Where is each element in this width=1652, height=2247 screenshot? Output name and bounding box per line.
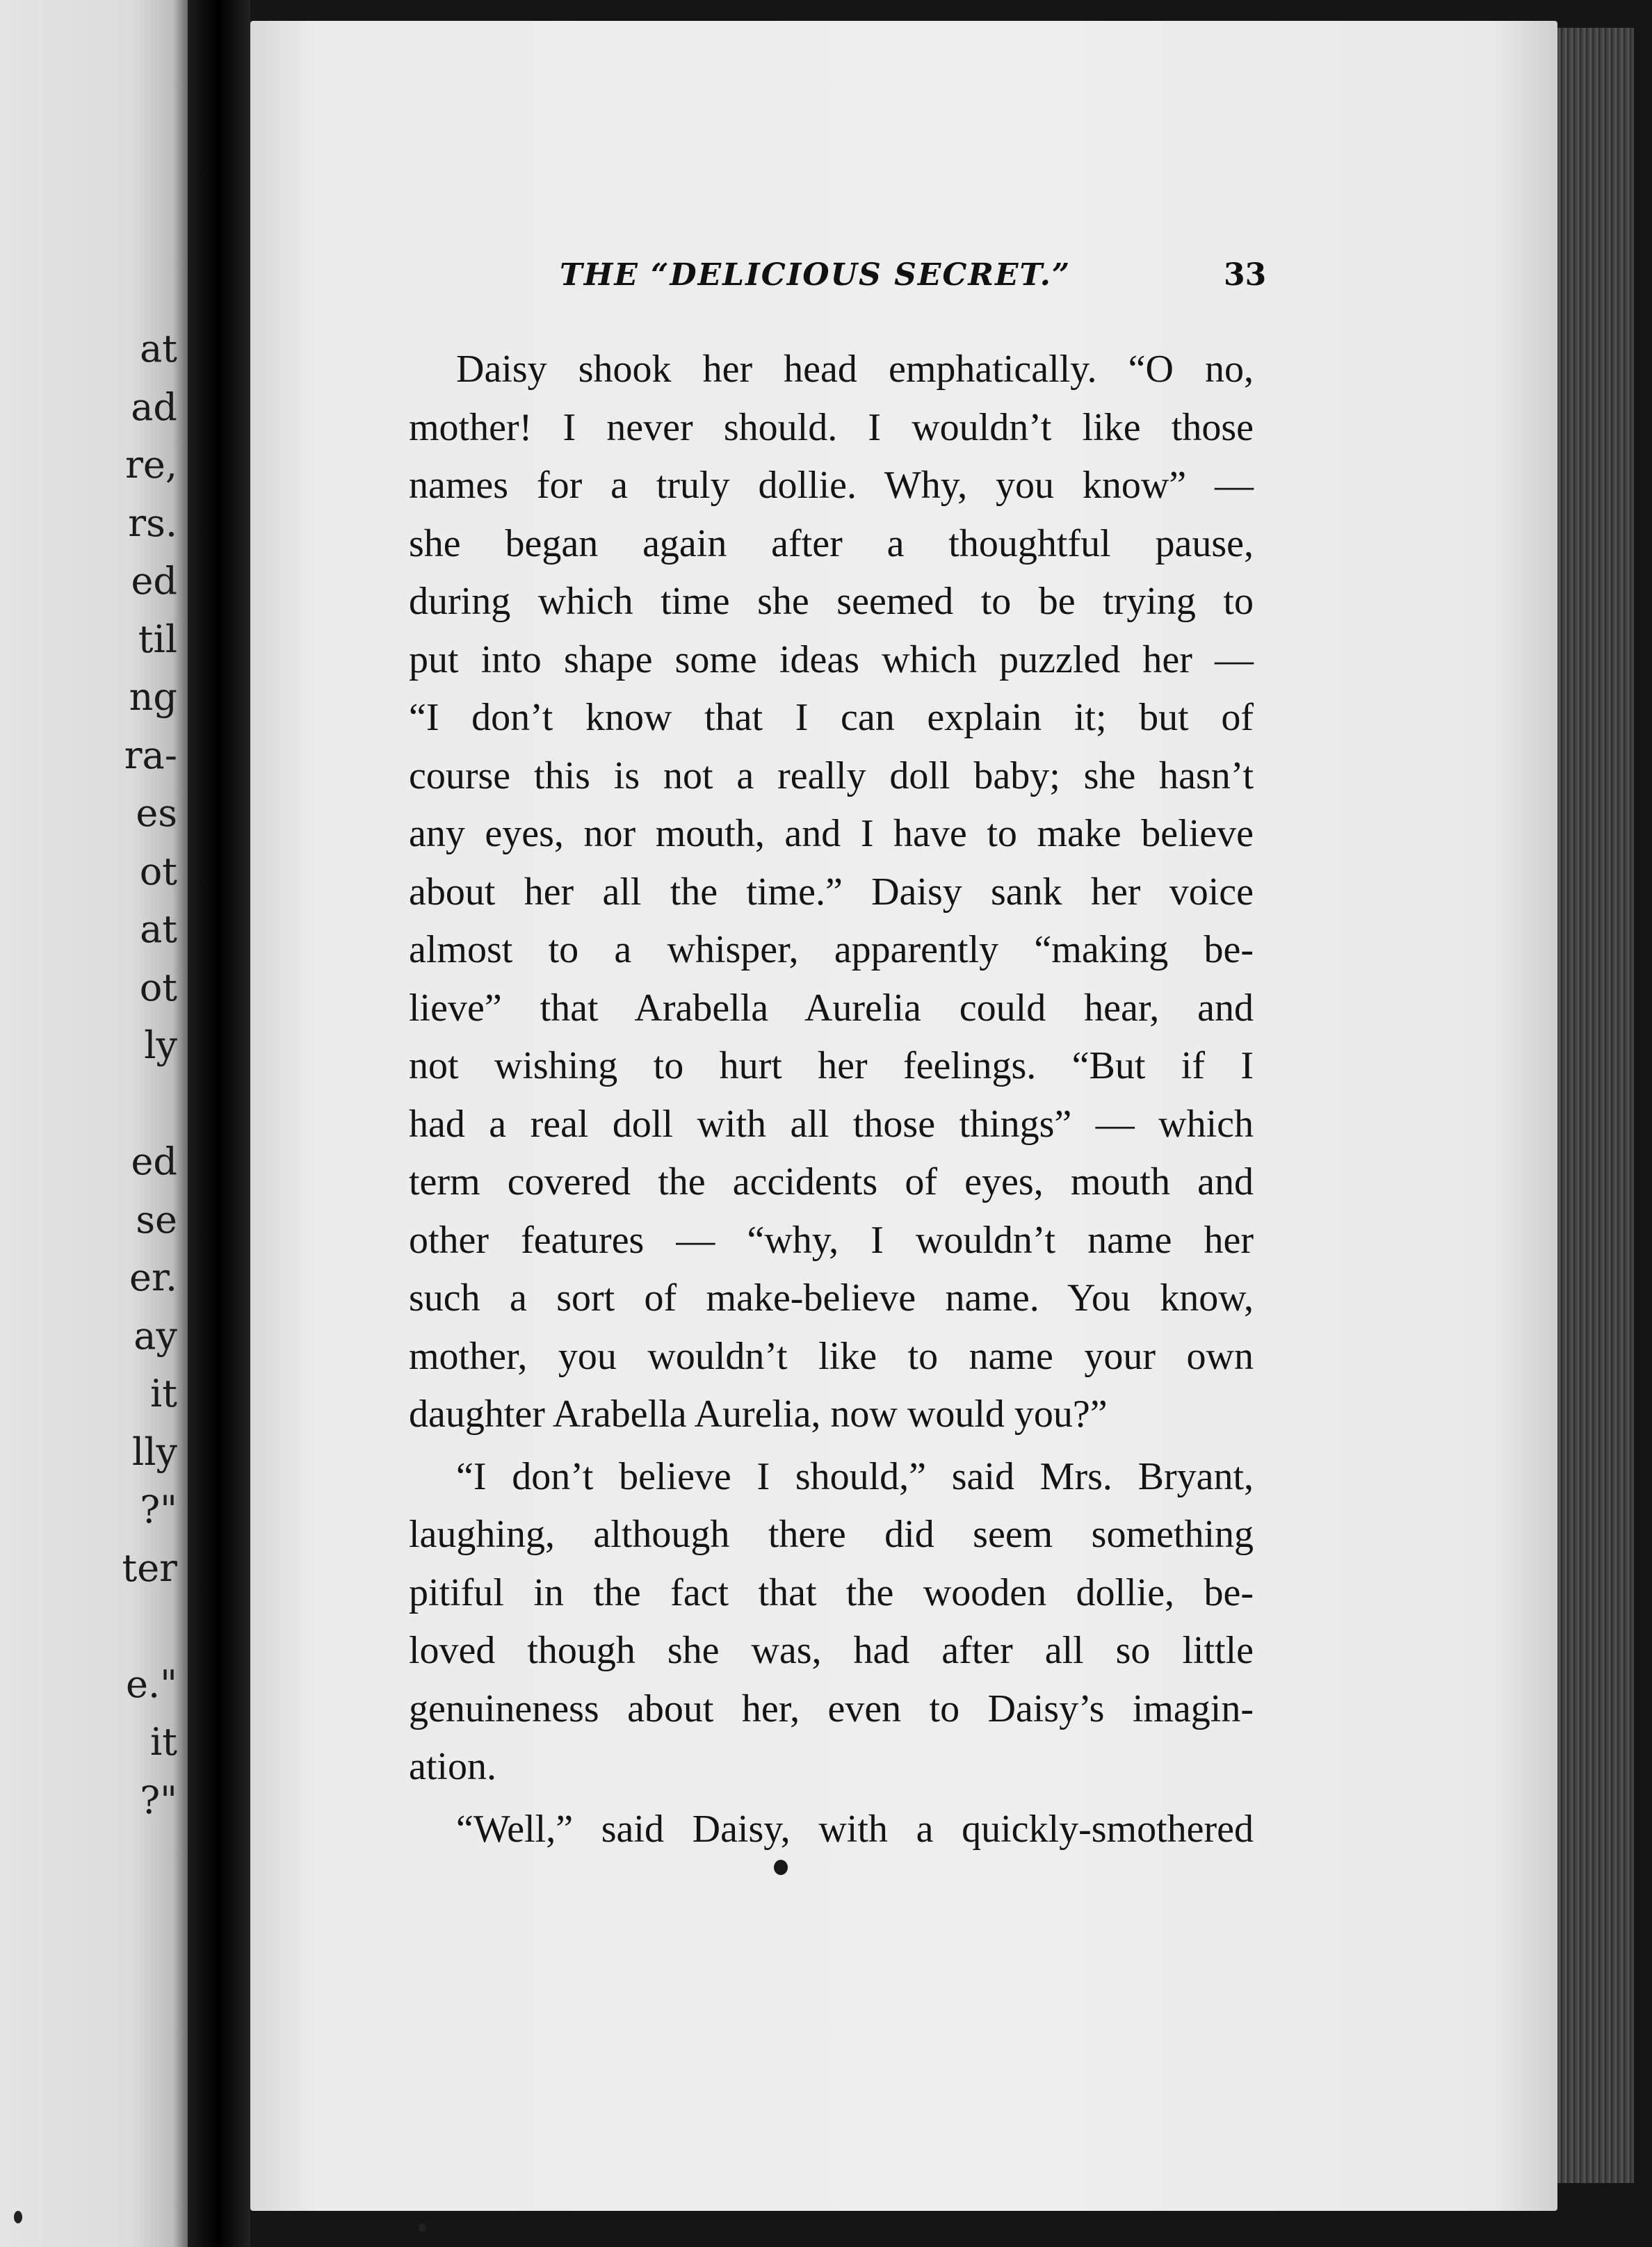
text-line: she began again after a thoughtful pause, [409,521,1254,565]
text-line: pitiful in the fact that the wooden dollie, be- [409,1571,1254,1614]
left-page-fragment: ot [139,849,177,893]
left-page-fragment: at [140,907,177,951]
left-page-fragment: it [150,1372,177,1415]
left-page-fragment: re, [125,443,177,487]
text-line: course this is not a really doll baby; she hasn’t [409,754,1254,797]
left-page-fragment: ?" [140,1488,177,1532]
paragraph [409,341,1254,1444]
text-line: during which time she seemed to be trying to [409,580,1254,623]
left-page-fragment: at [140,327,177,371]
left-page-fragment: ng [129,675,177,719]
text-line: about her all the time.” Daisy sank her voice [409,870,1254,914]
left-page-fragment: ed [131,559,177,603]
text-line: mother, you wouldn’t like to name your own [409,1334,1254,1378]
text-line: Daisy shook her head emphatically. “O no, [456,348,1254,391]
left-page [0,0,188,2247]
text-line: mother! I never should. I wouldn’t like those [409,405,1254,449]
text-line: “Well,” said Daisy, with a quickly-smothered [456,1807,1254,1851]
text-line: laughing, although there did seem something [409,1513,1254,1556]
text-line: term covered the accidents of eyes, mouth and [409,1160,1254,1203]
page-number: 33 [1224,257,1267,293]
left-page-fragment: ot [139,965,177,1009]
paragraph [409,1448,1254,1796]
left-page-fragment: ra- [124,733,177,777]
text-line: loved though she was, had after all so little [409,1629,1254,1672]
ink-speck [419,2223,426,2232]
left-page-fragment: e." [126,1662,177,1706]
left-page-fragment: rs. [128,501,177,545]
body-text [409,341,1254,1858]
left-page-fragment: til [138,617,177,661]
text-line: “I don’t know that I can explain it; but of [409,696,1254,739]
page-edges [1557,28,1634,2183]
book-gutter [188,0,250,2247]
ink-speck [14,2211,22,2223]
text-line: such a sort of make-believe name. You know, [409,1276,1254,1320]
running-head [0,257,1652,306]
left-page-fragment: ly [144,1023,177,1067]
text-line: genuineness about her, even to Daisy’s imagin- [409,1687,1254,1730]
running-head-title: THE “DELICIOUS SECRET.” [560,257,1071,293]
text-line: daughter Arabella Aurelia, now would you?” [409,1393,1108,1436]
left-page-fragment: es [136,791,177,835]
left-page-fragment: it [150,1720,177,1764]
paragraph [409,1801,1254,1859]
left-page-text-fragments [0,327,184,1995]
text-line: almost to a whisper, apparently “making be- [409,928,1254,971]
signature-mark [774,1860,788,1875]
text-line: any eyes, nor mouth, and I have to make believe [409,812,1254,855]
text-line: ation. [409,1745,496,1788]
left-page-fragment: ad [131,384,177,429]
text-line: names for a truly dollie. Why, you know” — [409,464,1254,507]
text-line: lieve” that Arabella Aurelia could hear, and [409,986,1254,1030]
text-line: put into shape some ideas which puzzled her — [409,638,1254,681]
left-page-fragment: ed [131,1139,177,1183]
left-page-fragment: ay [133,1313,177,1358]
left-page-fragment: ter [122,1546,177,1590]
text-line: other features — “why, I wouldn’t name her [409,1218,1254,1262]
text-line: not wishing to hurt her feelings. “But if I [409,1044,1254,1087]
left-page-fragment: se [136,1197,177,1242]
left-page-fragment: er. [129,1256,177,1299]
text-line: had a real doll with all those things” — which [409,1102,1254,1146]
left-page-fragment: ?" [140,1778,177,1822]
left-page-fragment: lly [131,1429,177,1474]
text-line: “I don’t believe I should,” said Mrs. Bryant, [456,1454,1254,1498]
